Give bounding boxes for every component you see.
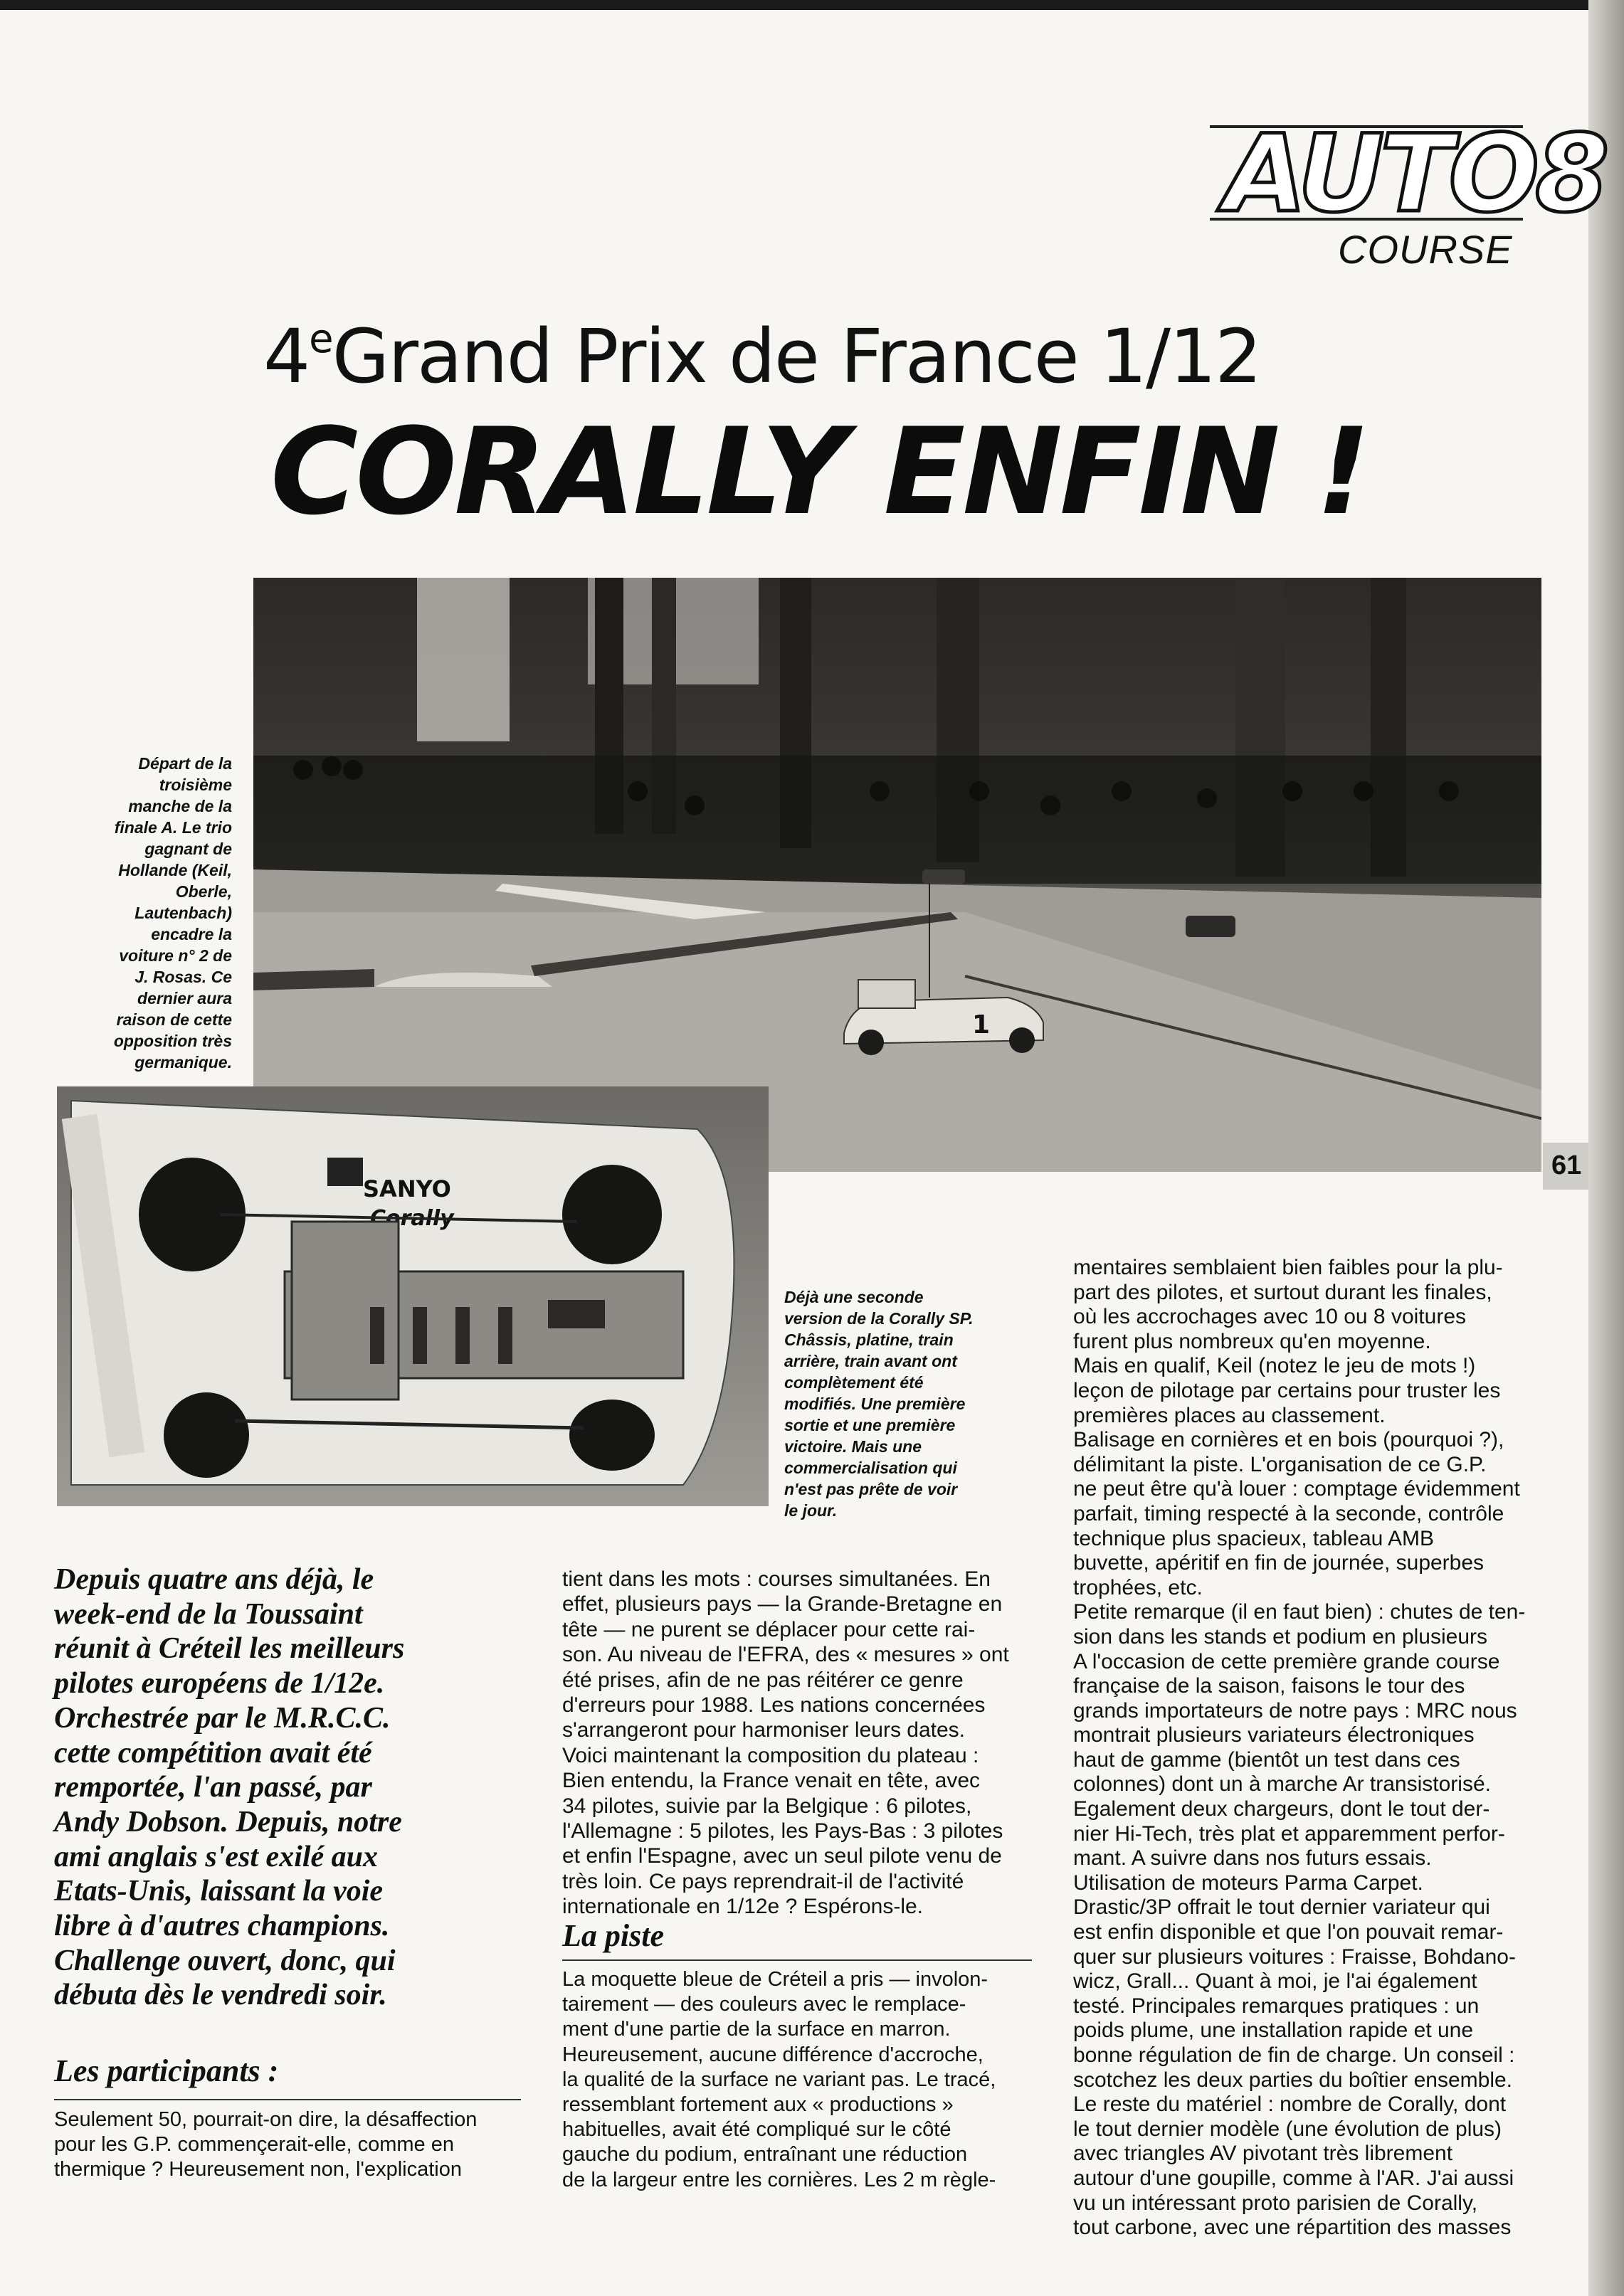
text-la-piste: La moquette bleue de Créteil a pris — involon- tairement — des couleurs avec le remplace- ment d'une partie de la surface en marron. Heureusement, aucune différence d'accroche, la qualité de la surface ne variant pas. Le tracé, ressemblant fortement aux « productions » habituelles, avait été compliqué sur le côté gauche du podium, entraînant une réduction de la largeur entre les cornières. Les 2 m règle- bbox=[562, 1968, 996, 2191]
race-track-illustration bbox=[253, 578, 1541, 1172]
magazine-logo: AUTO8 bbox=[1224, 112, 1605, 236]
chassis-sanyo-text: SANYO bbox=[363, 1175, 451, 1202]
heading-participants: Les participants : bbox=[54, 2053, 279, 2088]
kicker-superscript: e bbox=[309, 316, 332, 362]
chassis-illustration bbox=[57, 1086, 769, 1506]
text-middle-column: tient dans les mots : courses simultanées. En effet, plusieurs pays — la Grande-Bretagne en tête — ne purent se déplacer pour cette rai- son. Au niveau de l'EFRA, des « mesures » ont été prises, afin de ne pas réitérer ce genre d'erreurs pour 1988. Les nations concernées s'arrangeront pour harmoniser leurs dates. Voici maintenant la composition du plateau : Bien entendu, la France venait en tête, avec 34 pilotes, suivie par la Belgique : 6 pilotes, l'Allemagne : 5 pilotes, les Pays-Bas : 3 pilotes et enfin l'Espagne, avec un seul pilote venu de très loin. Ce pays reprendrait-il de l'activité internationale en 1/12e ? Espérons-le. bbox=[562, 1567, 1009, 1919]
page-number: 61 bbox=[1551, 1150, 1582, 1180]
headline-kicker bbox=[263, 313, 1260, 400]
text-right-column: mentaires semblaient bien faibles pour la plu- part des pilotes, et surtout durant les finales, où les accrochages avec 10 ou 8 voitures furent plus nombreux qu'en moyenne. Mais en qualif, Keil (notez le jeu de mots !) leçon de pilotage par certains pour truster les premières places au classement. Balisage en cornières et en bois (pourquoi ?), délimitant la piste. L'organisation de ce G.P. ne peut être qu'à louer : comptage évidemment parfait, timing respecté à la seconde, contrôle technique plus spacieux, tableau AMB buvette, apéritif en fin de journée, superbes trophées, etc. Petite remarque (il en faut bien) : chutes de ten- sion dans les stands et podium en plusieurs A l'occasion de cette première grande course française de la saison, faisons le tour des grands importateurs de notre pays : MRC nous montrait plusieurs variateurs électroniques haut de gamme (bientôt un test dans ces colonnes) dont un à marche Ar transistorisé. Egalement deux chargeurs, dont le tout der- nier Hi-Tech, très plat et apparemment perfor- mant. A suivre dans nos futurs essais. Utilisation de moteurs Parma Carpet. Drastic/3P offrait le tout dernier variateur qui est enfin disponible et que l'on pouvait remar- quer sur plusieurs voitures : Fraisse, Bohdano- wicz, Grall... Quant à moi, je l'ai également testé. Principales remarques pratiques : un poids plume, une installation rapide et une bonne régulation de fin de charge. Un conseil : scotchez les deux parties du boîtier ensemble. Le reste du matériel : nombre de Corally, dont le tout dernier modèle (une évolution de plus) avec triangles AV pivotant très librement autour d'une goupille, comme à l'AR. J'ai aussi vu un intéressant proto parisien de Corally, tout carbone, avec une répartition des masses bbox=[1073, 1256, 1526, 2240]
photo-chassis bbox=[57, 1086, 769, 1506]
rule-la-piste bbox=[562, 1959, 1032, 1961]
magazine-section: COURSE bbox=[1338, 227, 1513, 272]
heading-la-piste: La piste bbox=[562, 1918, 664, 1953]
text-participants: Seulement 50, pourrait-on dire, la désaffection pour les G.P. commençerait-elle, comme en thermique ? Heureusement non, l'explication bbox=[54, 2108, 478, 2181]
caption-chassis: Déjà une seconde version de la Corally SP. Châssis, platine, train arrière, train avant ont complètement été modifiés. Une première sortie et une première victoire. Mais une commercialisation qui n'est pas prête de voir le jour. bbox=[784, 1288, 974, 1520]
svg-text:1: 1 bbox=[972, 1010, 991, 1039]
headline-title: CORALLY ENFIN ! bbox=[270, 402, 1368, 541]
rule-participants bbox=[54, 2099, 521, 2100]
kicker-number: 4 bbox=[263, 313, 310, 400]
caption-race-start: Départ de la troisième manche de la finale A. Le trio gagnant de Hollande (Keil, Oberle, Lautenbach) encadre la voiture n° 2 de J. Rosas. Ce dernier aura raison de cette opposition très germanique. bbox=[113, 754, 232, 1072]
kicker-text: Grand Prix de France 1/12 bbox=[332, 313, 1261, 400]
page-top-edge bbox=[0, 0, 1624, 10]
photo-race-start bbox=[253, 578, 1541, 1172]
article-lede: Depuis quatre ans déjà, le week-end de la Toussaint réunit à Créteil les meilleurs pilotes européens de 1/12e. Orchestrée par le M.R.C.C. cette compétition avait été remportée, l'an passé, par Andy Dobson. Depuis, notre ami anglais s'est exilé aux Etats-Unis, laissant la voie libre à d'autres champions. Challenge ouvert, donc, qui débuta dès le vendredi soir. bbox=[54, 1563, 405, 2012]
page-right-edge bbox=[1588, 0, 1624, 2296]
